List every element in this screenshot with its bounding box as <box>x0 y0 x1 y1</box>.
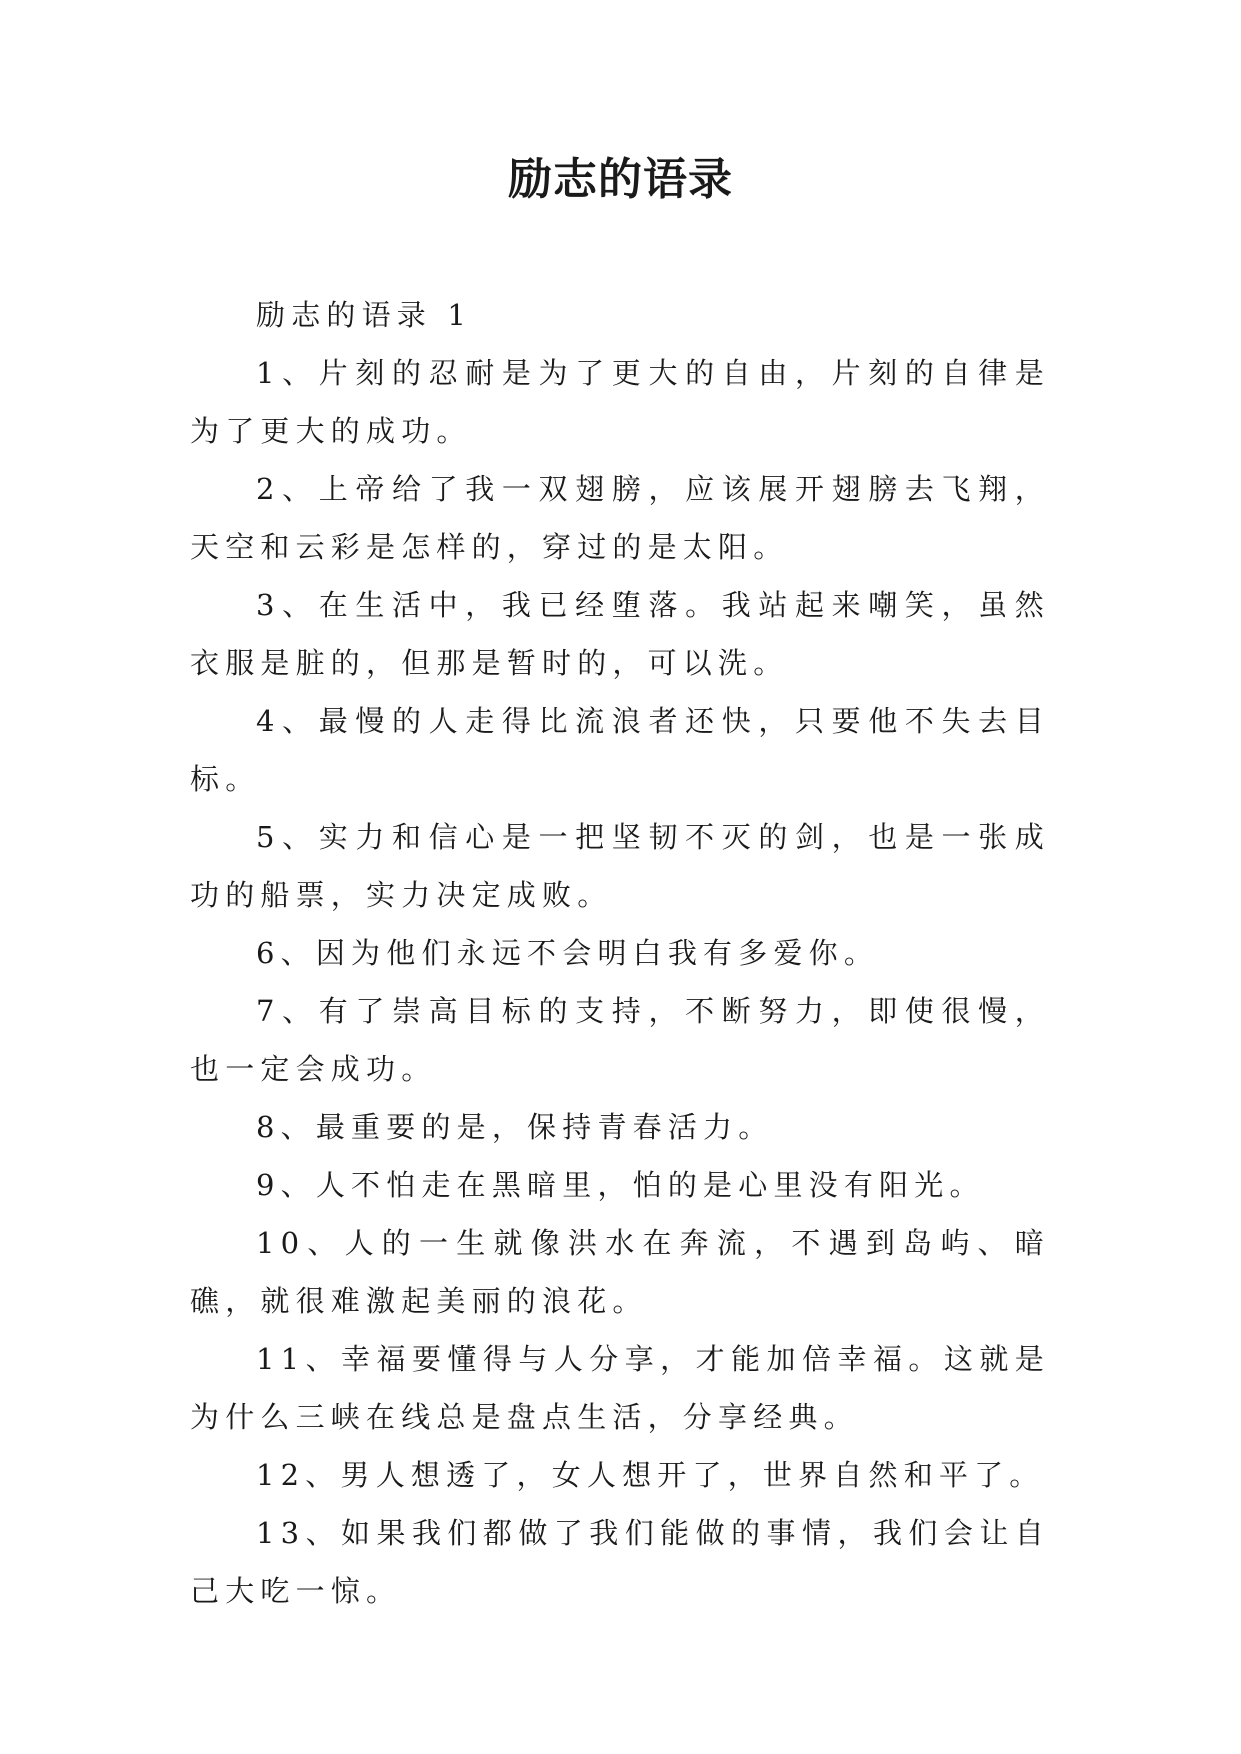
quote-paragraph: 3、在生活中，我已经堕落。我站起来嘲笑，虽然衣服是脏的，但那是暂时的，可以洗。 <box>190 588 1050 680</box>
quote-paragraph: 12、男人想透了，女人想开了，世界自然和平了。 <box>256 1458 1045 1492</box>
quote-paragraph: 10、人的一生就像洪水在奔流，不遇到岛屿、暗礁，就很难激起美丽的浪花。 <box>190 1226 1050 1318</box>
quote-paragraph: 13、如果我们都做了我们能做的事情，我们会让自己大吃一惊。 <box>190 1516 1050 1608</box>
quote-paragraph: 7、有了崇高目标的支持，不断努力，即使很慢，也一定会成功。 <box>190 994 1050 1086</box>
quote-paragraph: 11、幸福要懂得与人分享，才能加倍幸福。这就是为什么三峡在线总是盘点生活，分享经典。 <box>190 1342 1050 1434</box>
document-body <box>190 286 1050 1620</box>
quote-paragraph: 6、因为他们永远不会明白我有多爱你。 <box>256 936 880 970</box>
quote-paragraph: 8、最重要的是，保持青春活力。 <box>256 1110 774 1144</box>
quote-paragraph: 4、最慢的人走得比流浪者还快，只要他不失去目标。 <box>190 704 1050 796</box>
section-heading: 励志的语录 1 <box>256 298 473 332</box>
quote-paragraph: 1、片刻的忍耐是为了更大的自由，片刻的自律是为了更大的成功。 <box>190 356 1050 448</box>
page-title: 励志的语录 <box>508 154 733 205</box>
quote-paragraph: 2、上帝给了我一双翅膀，应该展开翅膀去飞翔，天空和云彩是怎样的，穿过的是太阳。 <box>190 472 1050 564</box>
quote-paragraph: 5、实力和信心是一把坚韧不灭的剑，也是一张成功的船票，实力决定成败。 <box>190 820 1050 912</box>
quote-paragraph: 9、人不怕走在黑暗里，怕的是心里没有阳光。 <box>256 1168 985 1202</box>
